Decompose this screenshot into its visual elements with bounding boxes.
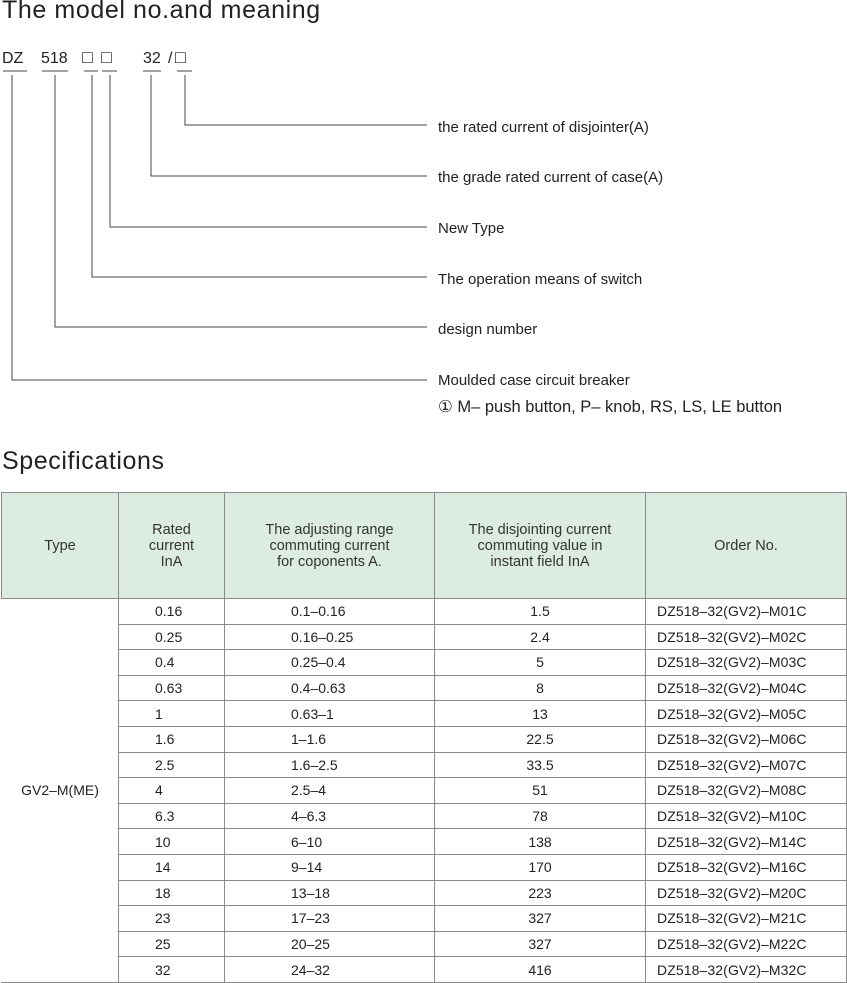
cell-disjointing: 1.5: [435, 599, 646, 625]
cell-adjusting: 1–1.6: [225, 726, 435, 752]
cell-disjointing: 2.4: [435, 624, 646, 650]
operation-note: ① M– push button, P– knob, RS, LS, LE button: [438, 398, 783, 416]
header-disjointing-line: commuting value in: [477, 537, 603, 554]
header-disjointing-line: The disjointing current: [468, 521, 612, 538]
header-rated-current: [119, 493, 225, 599]
header-adjusting-line: commuting current: [269, 537, 390, 554]
table-header-row: [2, 493, 847, 599]
cell-order-no: DZ518–32(GV2)–M05C: [646, 701, 847, 727]
meaning-moulded-case: Moulded case circuit breaker: [438, 372, 630, 389]
table-row: [2, 854, 847, 880]
cell-order-no: DZ518–32(GV2)–M16C: [646, 854, 847, 880]
cell-order-no: DZ518–32(GV2)–M22C: [646, 931, 847, 957]
cell-disjointing: 327: [435, 931, 646, 957]
cell-disjointing: 51: [435, 778, 646, 804]
leader-disjointer: [185, 75, 427, 125]
table-row: [2, 906, 847, 932]
model-code-diagram: [0, 0, 847, 430]
cell-rated: 2.5: [119, 752, 225, 778]
header-rated-line: Rated: [152, 521, 191, 538]
cell-adjusting: 17–23: [225, 906, 435, 932]
cell-disjointing: 8: [435, 675, 646, 701]
cell-adjusting: 2.5–4: [225, 778, 435, 804]
meaning-operation: The operation means of switch: [438, 271, 643, 288]
cell-disjointing: 223: [435, 880, 646, 906]
cell-adjusting: 0.1–0.16: [225, 599, 435, 625]
header-rated-line: InA: [160, 553, 183, 570]
meaning-grade: the grade rated current of case(A): [438, 169, 664, 186]
cell-adjusting: 0.4–0.63: [225, 675, 435, 701]
cell-disjointing: 22.5: [435, 726, 646, 752]
cell-adjusting: 20–25: [225, 931, 435, 957]
cell-rated: 0.25: [119, 624, 225, 650]
table-row: [2, 599, 847, 625]
cell-rated: 0.16: [119, 599, 225, 625]
header-type: Type: [2, 493, 119, 599]
code-prefix: DZ: [2, 50, 24, 67]
cell-disjointing: 327: [435, 906, 646, 932]
table-row: [2, 778, 847, 804]
cell-order-no: DZ518–32(GV2)–M07C: [646, 752, 847, 778]
cell-adjusting: 1.6–2.5: [225, 752, 435, 778]
cell-rated: 1: [119, 701, 225, 727]
table-row: [2, 650, 847, 676]
code-box-1: □: [82, 47, 93, 67]
cell-adjusting: 6–10: [225, 829, 435, 855]
cell-rated: 0.4: [119, 650, 225, 676]
cell-adjusting: 24–32: [225, 957, 435, 983]
cell-order-no: DZ518–32(GV2)–M08C: [646, 778, 847, 804]
cell-order-no: DZ518–32(GV2)–M03C: [646, 650, 847, 676]
specifications-table: [1, 492, 847, 983]
table-row: [2, 931, 847, 957]
leader-new-type: [110, 75, 427, 227]
table-row: [2, 803, 847, 829]
cell-adjusting: 0.16–0.25: [225, 624, 435, 650]
cell-disjointing: 138: [435, 829, 646, 855]
specifications-title: Specifications: [2, 447, 165, 475]
code-slash: /: [168, 50, 173, 67]
table-row: [2, 701, 847, 727]
cell-disjointing: 170: [435, 854, 646, 880]
cell-adjusting: 9–14: [225, 854, 435, 880]
cell-adjusting: 0.25–0.4: [225, 650, 435, 676]
leader-lines: [12, 75, 427, 380]
table-row: [2, 675, 847, 701]
header-adjusting-range: [225, 493, 435, 599]
cell-adjusting: 13–18: [225, 880, 435, 906]
cell-order-no: DZ518–32(GV2)–M20C: [646, 880, 847, 906]
type-cell: GV2–M(ME): [2, 599, 119, 983]
meaning-new-type: New Type: [438, 220, 505, 237]
cell-rated: 32: [119, 957, 225, 983]
table-row: [2, 829, 847, 855]
table-row: [2, 752, 847, 778]
cell-order-no: DZ518–32(GV2)–M01C: [646, 599, 847, 625]
cell-rated: 25: [119, 931, 225, 957]
cell-disjointing: 78: [435, 803, 646, 829]
table-row: [2, 957, 847, 983]
cell-order-no: DZ518–32(GV2)–M10C: [646, 803, 847, 829]
table-row: [2, 726, 847, 752]
cell-rated: 0.63: [119, 675, 225, 701]
code-grade: 32: [143, 50, 161, 67]
cell-rated: 10: [119, 829, 225, 855]
table-row: [2, 624, 847, 650]
meaning-disjointer: the rated current of disjointer(A): [438, 119, 649, 136]
cell-order-no: DZ518–32(GV2)–M02C: [646, 624, 847, 650]
cell-rated: 14: [119, 854, 225, 880]
header-adjusting-line: The adjusting range: [265, 521, 394, 538]
code-box-3: □: [175, 47, 186, 67]
cell-rated: 4: [119, 778, 225, 804]
leader-design: [55, 75, 427, 327]
code-design-number: 518: [41, 50, 68, 67]
cell-disjointing: 13: [435, 701, 646, 727]
cell-order-no: DZ518–32(GV2)–M06C: [646, 726, 847, 752]
table-row: [2, 880, 847, 906]
header-disjointing-line: instant field InA: [490, 553, 590, 570]
cell-order-no: DZ518–32(GV2)–M14C: [646, 829, 847, 855]
cell-rated: 6.3: [119, 803, 225, 829]
header-order-no: Order No.: [646, 493, 847, 599]
cell-adjusting: 4–6.3: [225, 803, 435, 829]
meaning-design-number: design number: [438, 321, 538, 338]
header-rated-line: current: [148, 537, 195, 554]
header-adjusting-line: for coponents A.: [277, 553, 382, 570]
cell-rated: 23: [119, 906, 225, 932]
header-disjointing-current: [435, 493, 646, 599]
table-body: [2, 599, 847, 983]
cell-disjointing: 416: [435, 957, 646, 983]
cell-order-no: DZ518–32(GV2)–M04C: [646, 675, 847, 701]
cell-order-no: DZ518–32(GV2)–M21C: [646, 906, 847, 932]
cell-order-no: DZ518–32(GV2)–M32C: [646, 957, 847, 983]
cell-adjusting: 0.63–1: [225, 701, 435, 727]
cell-disjointing: 33.5: [435, 752, 646, 778]
model-title: The model no.and meaning: [2, 0, 321, 24]
code-box-2: □: [101, 47, 112, 67]
cell-rated: 1.6: [119, 726, 225, 752]
cell-rated: 18: [119, 880, 225, 906]
cell-disjointing: 5: [435, 650, 646, 676]
